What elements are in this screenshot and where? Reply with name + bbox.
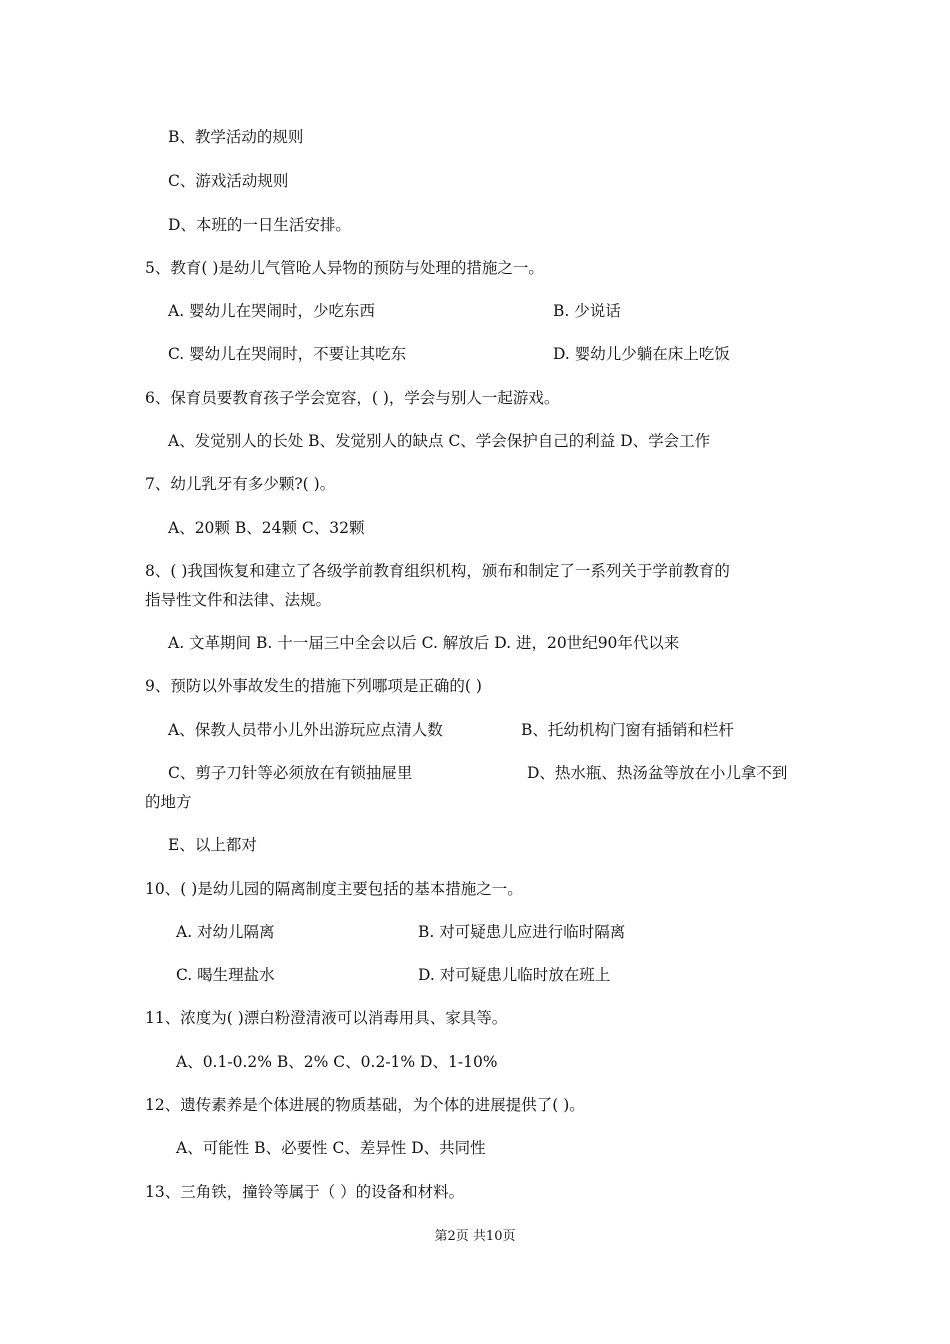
option-text: C. 喝生理盐水	[176, 966, 275, 984]
option-text: B. 对可疑患儿应进行临时隔离	[418, 923, 626, 941]
option-text: D、热水瓶、热汤盆等放在小儿拿不到	[527, 764, 788, 782]
question-text: 指导性文件和法律、法规。	[145, 591, 332, 609]
question-text: 12、遗传素养是个体进展的物质基础，为个体的进展提供了( )。	[145, 1096, 585, 1114]
option-text: 的地方	[145, 793, 192, 811]
question-text: 11、浓度为( )漂白粉澄清液可以消毒用具、家具等。	[145, 1009, 508, 1027]
option-text: B、教学活动的规则	[168, 128, 304, 146]
question-text: 7、幼儿乳牙有多少颗?( )。	[145, 475, 336, 493]
options-row: A、20颗 B、24颗 C、32颗	[168, 519, 365, 537]
question-text: 10、( )是幼儿园的隔离制度主要包括的基本措施之一。	[145, 880, 523, 898]
option-text: E、以上都对	[168, 836, 257, 854]
options-row: A、可能性 B、必要性 C、差异性 D、共同性	[176, 1139, 486, 1157]
options-row: A. 文革期间 B. 十一届三中全会以后 C. 解放后 D. 进，20世纪90年代以来	[168, 634, 680, 652]
option-text: C、剪子刀针等必须放在有锁抽屉里	[168, 764, 413, 782]
option-text: D、本班的一日生活安排。	[168, 216, 351, 234]
page-footer: 第2页 共10页	[434, 1229, 516, 1244]
option-text: A. 婴幼儿在哭闹时，少吃东西	[168, 302, 376, 320]
option-text: B. 少说话	[553, 302, 621, 320]
options-row: A、0.1-0.2% B、2% C、0.2-1% D、1-10%	[176, 1053, 498, 1071]
question-text: 5、教育( )是幼儿气管呛人异物的预防与处理的措施之一。	[145, 259, 544, 277]
question-text: 8、( )我国恢复和建立了各级学前教育组织机构，颁布和制定了一系列关于学前教育的	[145, 562, 730, 580]
question-text: 13、三角铁，撞铃等属于（ ）的设备和材料。	[145, 1183, 465, 1201]
option-text: B、托幼机构门窗有插销和栏杆	[521, 721, 734, 739]
option-text: D. 对可疑患儿临时放在班上	[418, 966, 611, 984]
option-text: C. 婴幼儿在哭闹时，不要让其吃东	[168, 345, 407, 363]
option-text: A. 对幼儿隔离	[176, 923, 275, 941]
question-text: 9、预防以外事故发生的措施下列哪项是正确的( )	[145, 677, 482, 695]
options-row: A、发觉别人的长处 B、发觉别人的缺点 C、学会保护自己的利益 D、学会工作	[168, 432, 711, 450]
question-text: 6、保育员要教育孩子学会宽容，( )，学会与别人一起游戏。	[145, 389, 560, 407]
option-text: D. 婴幼儿少躺在床上吃饭	[553, 345, 730, 363]
option-text: A、保教人员带小儿外出游玩应点清人数	[168, 721, 443, 739]
option-text: C、游戏活动规则	[168, 172, 289, 190]
